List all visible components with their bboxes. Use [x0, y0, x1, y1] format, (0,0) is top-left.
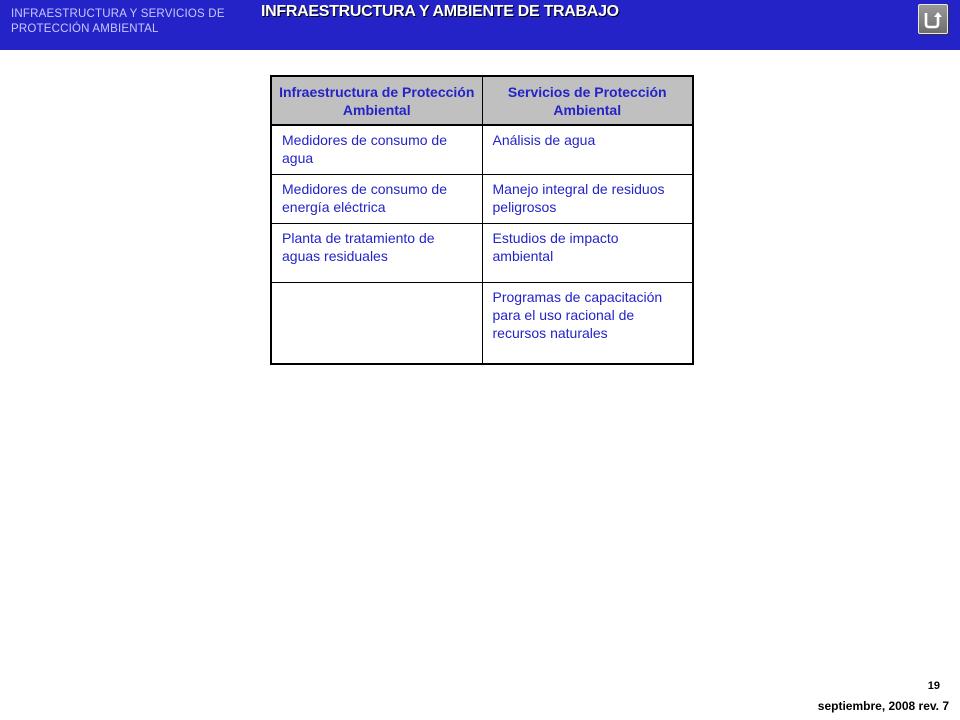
return-button[interactable]: [918, 4, 948, 34]
table-row: [271, 224, 693, 283]
table-cell: Análisis de agua: [482, 125, 693, 175]
table-cell: Programas de capacitación para el uso racional de recursos naturales: [482, 283, 693, 365]
protection-table: [270, 75, 694, 365]
table-cell: Medidores de consumo de agua: [271, 125, 482, 175]
footer-date: septiembre, 2008 rev. 7: [817, 699, 949, 713]
section-label: INFRAESTRUCTURA Y SERVICIOS DE PROTECCIÓN AMBIENTAL: [11, 8, 225, 35]
table-cell: Manejo integral de residuos peligrosos: [482, 175, 693, 224]
column-header-infraestructura: Infraestructura de Protección Ambiental: [271, 76, 482, 125]
table-cell: Medidores de consumo de energía eléctrica: [271, 175, 482, 224]
page-title: INFRAESTRUCTURA Y AMBIENTE DE TRABAJO: [261, 3, 619, 20]
table-row: [271, 175, 693, 224]
page-number: 19: [927, 680, 940, 692]
column-header-servicios: Servicios de Protección Ambiental: [482, 76, 693, 125]
table-cell-empty: [271, 283, 482, 365]
header-bar: [0, 0, 960, 50]
return-arrow-icon: [923, 9, 943, 29]
table-row: [271, 283, 693, 365]
table-cell: Estudios de impacto ambiental: [482, 224, 693, 283]
table-cell: Planta de tratamiento de aguas residuales: [271, 224, 482, 283]
table-row: [271, 125, 693, 175]
table-header-row: [271, 76, 693, 125]
